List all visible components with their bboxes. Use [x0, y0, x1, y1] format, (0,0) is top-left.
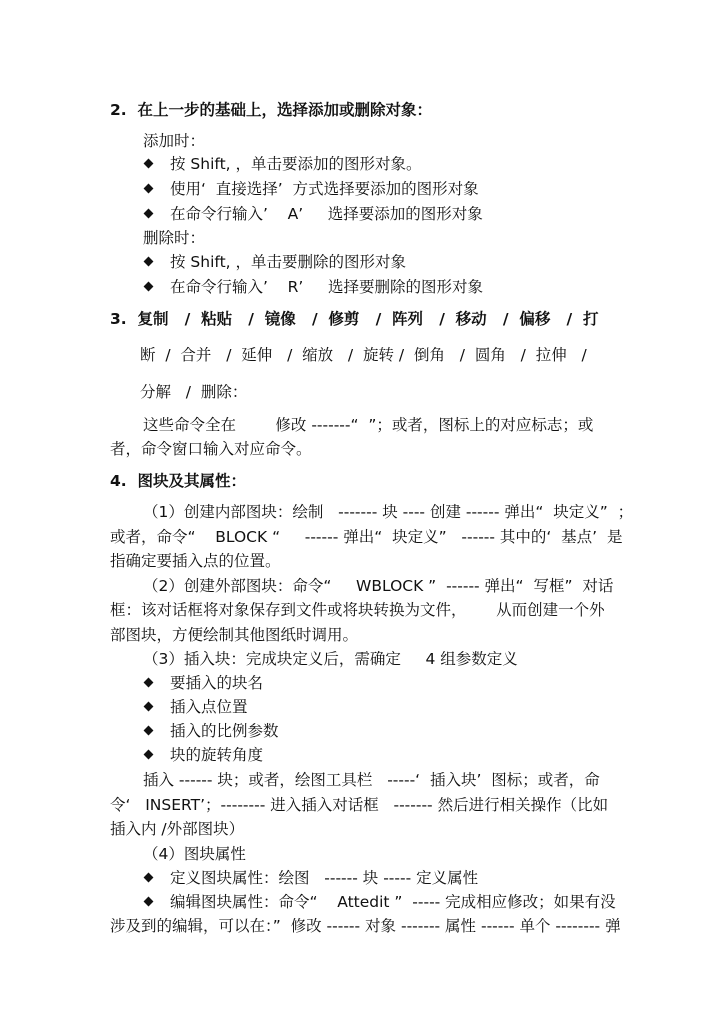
paragraph-line: （3）插入块：完成块定义后，需确定 4 组参数定义 — [143, 650, 518, 668]
delete-label: 删除时： — [143, 229, 206, 247]
section-2-heading: 2. 在上一步的基础上，选择添加或删除对象： — [110, 101, 432, 119]
paragraph-line: 框：该对话框将对象保存到文件或将块转换为文件， 从而创建一个外 — [110, 601, 605, 619]
bullet-icon — [144, 282, 154, 292]
section-3-heading-line: 断 / 合并 / 延伸 / 缩放 / 旋转 / 倒角 / 圆角 / 拉伸 / — [140, 346, 587, 364]
bullet-icon — [144, 750, 154, 760]
list-item: 按 Shift, ，单击要删除的图形对象 — [170, 253, 407, 271]
bullet-icon — [144, 897, 154, 907]
bullet-icon — [144, 209, 154, 219]
paragraph-line: 涉及到的编辑，可以在：” 修改 ------ 对象 ------- 属性 ------ 单个 -------- 弹 — [110, 917, 621, 935]
list-item: 按 Shift, ，单击要添加的图形对象。 — [170, 155, 422, 173]
list-item: 在命令行输入’ R’ 选择要删除的图形对象 — [170, 278, 483, 296]
list-item: 使用‘ 直接选择’ 方式选择要添加的图形对象 — [170, 180, 479, 198]
bullet-icon — [144, 726, 154, 736]
list-item: 块的旋转角度 — [170, 746, 264, 764]
list-item: 在命令行输入’ A’ 选择要添加的图形对象 — [170, 205, 483, 223]
bullet-icon — [144, 184, 154, 194]
paragraph-line: 部图块，方便绘制其他图纸时调用。 — [110, 626, 359, 644]
list-item: 插入点位置 — [170, 698, 248, 716]
section-3-heading-line: 3. 复制 / 粘贴 / 镜像 / 修剪 / 阵列 / 移动 / 偏移 / 打 — [110, 310, 599, 328]
paragraph-line: （1）创建内部图块：绘制 ------- 块 ---- 创建 ------ 弹出“ 块定义” ； — [143, 503, 634, 521]
add-label: 添加时： — [143, 132, 206, 150]
bullet-icon — [144, 702, 154, 712]
paragraph-line: 者，命令窗口输入对应命令。 — [110, 440, 312, 458]
section-4-heading: 4. 图块及其属性： — [110, 472, 246, 490]
bullet-icon — [144, 873, 154, 883]
paragraph-line: （4）图块属性 — [143, 845, 246, 863]
bullet-icon — [144, 257, 154, 267]
bullet-icon — [144, 159, 154, 169]
paragraph-line: 插入内 /外部图块） — [110, 820, 245, 838]
section-3-heading-line: 分解 / 删除： — [140, 383, 248, 401]
paragraph-line: （2）创建外部图块：命令“ WBLOCK ” ------ 弹出“ 写框” 对话 — [143, 577, 614, 595]
paragraph-line: 或者，命令“ BLOCK “ ------ 弹出“ 块定义” ------ 其中的‘ 基点’ 是 — [110, 528, 623, 546]
list-item: 要插入的块名 — [170, 674, 264, 692]
paragraph-line: 指确定要插入点的位置。 — [110, 552, 281, 570]
bullet-icon — [144, 678, 154, 688]
paragraph-line: 这些命令全在 修改 -------“ ”；或者，图标上的对应标志；或 — [143, 416, 594, 434]
paragraph-line: 令‘ INSERT’；-------- 进入插入对话框 ------- 然后进行相关操作（比如 — [110, 796, 609, 814]
list-item: 编辑图块属性：命令“ Attedit ” ----- 完成相应修改；如果有没 — [170, 893, 616, 911]
list-item: 定义图块属性：绘图 ------ 块 ----- 定义属性 — [170, 869, 479, 887]
paragraph-line: 插入 ------ 块；或者，绘图工具栏 -----‘ 插入块’ 图标；或者，命 — [143, 771, 600, 789]
list-item: 插入的比例参数 — [170, 722, 279, 740]
